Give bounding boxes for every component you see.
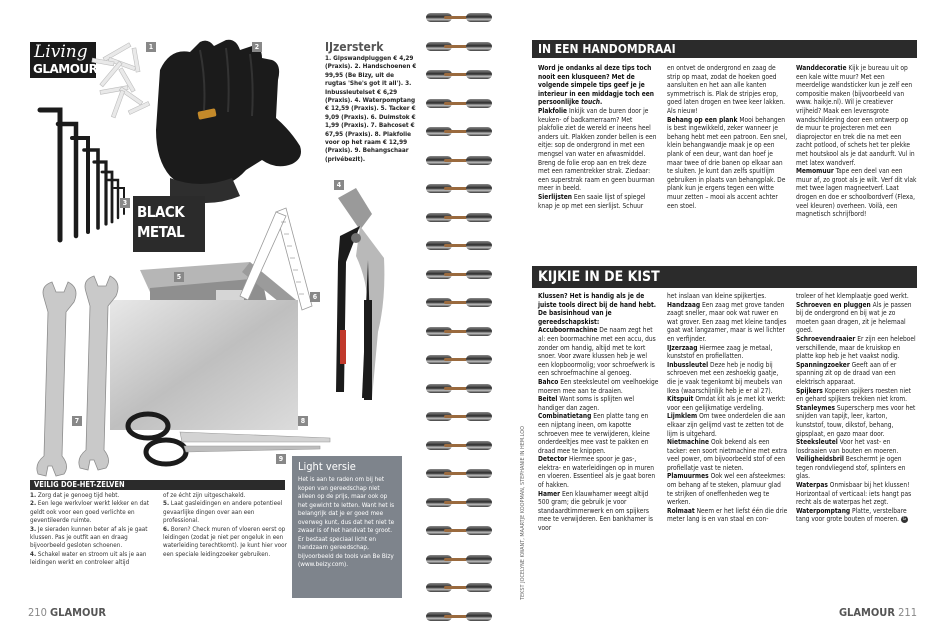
spiral-coil — [426, 267, 492, 281]
coil-ring — [466, 42, 492, 51]
paragraph: IJzerzaag Hiermee zaag je metaal, kunststof en profiellatten. — [667, 343, 773, 361]
paragraph: Inbussleutel Deze heb je nodig bij schroeven met een zeshoekig gaatje, die je vaak tegenkomt bij meubels van Ikea (waarschijnlijk heb je er al 27). — [667, 360, 783, 395]
paragraph: Spanningzoeker Geeft aan of er spanning zit op de draad van een elektrisch apparaat. — [796, 360, 897, 386]
page-folio-right — [839, 606, 917, 619]
page-number-left: 210 — [28, 606, 47, 619]
coil-ring — [466, 526, 492, 535]
spiral-coil — [426, 124, 492, 138]
ijzersterk-title: IJzersterk — [325, 40, 384, 54]
spiral-coil — [426, 381, 492, 395]
veilig-item: 3. Je sieraden kunnen beter af als je gaat klussen. Pas je outfit aan en draag bijvoorbeeld gesloten schoenen. — [30, 525, 148, 550]
paragraph: Plamuurmes Ook wel een afsteekmes: om behang af te steken, plamuur glad te strijken of oneffenheden weg te werken. — [667, 472, 786, 507]
spiral-coil — [426, 295, 492, 309]
brand-right: GLAMOUR — [838, 606, 895, 619]
black-metal-label — [133, 196, 205, 252]
coil-ring — [466, 498, 492, 507]
credit-text: TEKST JOCELYNE KWANT, MAARTJE KOOPMAN, STEPHANIE IN HEM.LOO — [520, 425, 526, 600]
paragraph: Detector Hiermee spoor je gas-, elektra- en waterleidingen op in muren en vloeren. Essentieel als je gaat boren of hakken. — [538, 455, 656, 490]
spiral-coil — [426, 10, 492, 24]
spiral-coil — [426, 153, 492, 167]
paragraph: Waterpomptang Platte, verstelbare tang voor grote bouten of moeren. G — [796, 506, 907, 524]
black-metal-line1: BLACK — [137, 203, 185, 221]
paragraph: Schroevendraaier Er zijn een heleboel verschillende, maar de kruiskop en platte kop heb je het vaakst nodig. — [796, 334, 916, 361]
coil-ring — [466, 241, 492, 250]
coil-ring — [466, 583, 492, 592]
window-film-image — [110, 300, 298, 430]
paragraph: Steeksleutel Voor het vast- en losdraaien van bouten en moeren. — [796, 438, 899, 455]
kist-columns — [538, 292, 917, 598]
spiral-coil — [426, 609, 492, 623]
veilig-item: 1. Zorg dat je genoeg tijd hebt. — [30, 492, 120, 499]
spiral-binding — [420, 0, 498, 632]
paragraph: Veiligheidsbril Beschermt je ogen tegen rondvliegend stof, splinters en glas. — [796, 455, 906, 481]
logo-glamour: GLAMOUR — [33, 62, 98, 76]
paragraph: Combinatietang Een platte tang en een nijptang ineen, om kapotte schroeven mee te verwijderen, kleine onderdeeltjes mee vast te pakken en draad mee te knippen. — [538, 412, 650, 455]
paragraph: Spijkers Koperen spijkers roesten niet en gehard spijkers trekken niet krom. — [796, 386, 912, 404]
black-metal-line2: METAL — [137, 223, 185, 241]
tool-number: 3 — [120, 198, 130, 208]
paragraph: Hamer Een klauwhamer weegt altijd 500 gram; die gebruik je voor standaardtimmerwerk en om spijkers mee te verwijderen. Een bankhamer is voor — [538, 489, 653, 533]
wall-plugs-image — [92, 43, 150, 118]
light-versie-box — [292, 456, 402, 598]
logo-living: Living — [34, 42, 88, 62]
spiral-coil — [426, 466, 492, 480]
kist-col-1 — [538, 292, 659, 598]
paragraph: Rolmaat Neem er het liefst één die drie meter lang is en van staal en con- — [667, 506, 788, 524]
coil-ring — [466, 412, 492, 421]
paragraph: Accuboormachine De naam zegt het al: een boormachine met een accu, dus zonder om handig, altijd met te kort snoer. Voor zware klussen heb je wel een klopboormolig; voor schroefwerk is een schroefmachine al genoeg. — [538, 326, 656, 378]
page-number-right: 211 — [898, 606, 917, 619]
spiral-coil — [426, 238, 492, 252]
svg-text:PIKAS: PIKAS — [348, 286, 354, 301]
handomdraai-title: IN EEN HANDOMDRAAI — [532, 40, 917, 58]
coil-ring — [466, 270, 492, 279]
paragraph: Nietmachine Ook bekend als een tacker: een soort nietmachine met extra veel power, om bijvoorbeeld stof of een profiellatje vast te nieten. — [667, 438, 788, 472]
spiral-coil — [426, 438, 492, 452]
tool-number: 7 — [72, 416, 82, 426]
paragraph: Handzaag Een zaag met grove tanden zaagt sneller, maar ook wat ruwer en wat grover. Een zaag met kleine tandjes gaat wat langzamer, maar is wel lichter en verfijnder. — [667, 300, 787, 343]
paragraph: Sierlijsten Een saaie lijst of spiegel knap je op met een sierlijst. Schuur — [538, 192, 646, 210]
paragraph: Klussen? Het is handig als je de juiste tools direct bij de hand hebt. De basisinhoud van je gereedschapskist: — [538, 292, 657, 326]
end-mark-icon: G — [902, 515, 907, 522]
coil-ring — [466, 298, 492, 307]
spiral-coil — [426, 580, 492, 594]
light-versie-body: Het is aan te raden om bij het kopen van gereedschap niet alleen op de prijs, maar ook op het gewicht te letten. Want het is belangrijk dat je er goed mee overweg kunt, dus dat het niet te zwaar is of het handvat te groot. Er bestaat speciaal licht en handzaam gereedschap, bijvoorbeeld de tools van Be Bizy (www.beizy.com). — [298, 475, 395, 568]
tool-number: 9 — [276, 454, 286, 464]
spiral-coil — [426, 39, 492, 53]
paragraph: Memomuur Tape een deel van een muur af, zo groot als je wilt. Verf dit vlak met twee lagen magneetverf. Laat drogen en doe er schoolbordverf (Flexa, veel kleuren) overheen. Voilà, een magnetisch schrijfbord! — [796, 167, 917, 219]
spiral-coil — [426, 181, 492, 195]
paragraph: Wanddecoratie Kijk je bureau uit op een kale witte muur? Met een meerdelige wandsticker kun je zelf een compositie maken (bijvoorbeeld van www. haikje.nl). Wil je creatiever vrijheid? Maak een levensgrote wandschildering door een ontwerp op de muur te projecteren met een diaprojector en trek die na met een zacht potlood, of schets het ter plekke met houtskool als je dat aandurft. Vul in met latex wandverf. — [796, 64, 915, 167]
paragraph: Word je ondanks al deze tips toch nooit een klusqueen? Met de volgende simpele tips geef je je interieur in een middagje toch een persoonlijke touch. — [538, 64, 655, 107]
coil-ring — [466, 213, 492, 222]
coil-ring — [466, 156, 492, 165]
ijzersterk-body: 1. Gipswandpluggen € 4,29 (Praxis). 2. Handschoenen € 99,95 (Be Bizy, uit de rugtas 'She's got it all'). 3. Inbussleutelset € 6,29 (Praxis). 4. Waterpomptang € 12,59 (Praxis). 5. Tacker € 9,09 (Praxis). 6. Duimstok € 1,99 (Praxis). 7. Bahcoset € 67,95 (Praxis). 8. Plakfolie voor op het raam € 12,99 (Praxis). 9. Behangschaar (privébezit). — [325, 54, 417, 163]
veilig-item: 2. Een lege werkvloer werkt lekker en dat geldt ook voor een goed verlichte en geventileerde ruimte. — [30, 500, 149, 525]
brand-left: GLAMOUR — [50, 606, 107, 619]
paragraph: Kitspuit Omdat kit als je met kit werkt: voor een gelijkmatige verdeling. — [667, 395, 786, 412]
spiral-coil — [426, 324, 492, 338]
coil-ring — [466, 13, 492, 22]
paragraph: Beitel Want soms is splijten wel handiger dan zagen. — [538, 395, 635, 412]
coil-ring — [466, 555, 492, 564]
paragraph: Bahco Een steeksleutel om veelhoekige moeren mee aan te draaien. — [538, 377, 659, 395]
spiral-coil — [426, 67, 492, 81]
credit-vertical — [520, 300, 528, 600]
page-folio-left — [28, 606, 106, 619]
kist-col-3 — [796, 292, 917, 598]
coil-ring — [466, 127, 492, 136]
veilig-item: 4. Schakel water en stroom uit als je aan leidingen werkt en controleer altijd — [30, 550, 147, 567]
veilig-item: 6. Boren? Check muren of vloeren eerst op leidingen (zodat je niet per ongeluk in een waterleiding terechtkomt). Je kunt hier voor een speciale leidingzoeker gebruiken. — [163, 525, 287, 558]
coil-ring — [466, 184, 492, 193]
paragraph: Schroeven en pluggen Als je passen bij de ondergrond en bij wat je zo moeten gaan dragen, zit je helemaal goed. — [796, 300, 912, 335]
handomdraai-col-1 — [538, 64, 659, 260]
tool-number: 2 — [252, 42, 262, 52]
coil-ring — [466, 612, 492, 621]
kist-title: KIJKIE IN DE KIST — [532, 266, 917, 288]
veilig-col-2 — [163, 492, 290, 568]
handomdraai-col-2 — [667, 64, 788, 260]
paragraph: Lijmklem Om twee onderdelen die aan elkaar zijn gelijmd vast te zetten tot de lijm is uitgehard. — [667, 412, 786, 438]
tool-number: 6 — [310, 292, 320, 302]
coil-ring — [466, 384, 492, 393]
veilig-continuation: of ze écht zijn uitgeschakeld. — [163, 492, 246, 499]
spanners-image — [37, 276, 118, 476]
tool-number: 5 — [174, 272, 184, 282]
spiral-coil — [426, 210, 492, 224]
paragraph: Waterpas Onmisbaar bij het klussen! Horizontaal of verticaal: iets hangt pas recht als de waterpas het zegt. — [796, 481, 912, 507]
left-page — [0, 0, 470, 632]
handomdraai-columns — [538, 64, 917, 260]
kist-col-2 — [667, 292, 788, 598]
tool-number: 8 — [298, 416, 308, 426]
veilig-title: VEILIG DOE-HET-ZELVEN — [30, 480, 285, 490]
tool-number: 4 — [334, 180, 344, 190]
spiral-coil — [426, 96, 492, 110]
paragraph: troleer of het klemplaatje goed werkt. — [796, 292, 909, 300]
veilig-item: 5. Laat gasleidingen en andere potentieel gevaarlijke dingen over aan een professional. — [163, 500, 283, 525]
paragraph: het inslaan van kleine spijkertjes. — [667, 292, 767, 300]
coil-ring — [466, 70, 492, 79]
coil-ring — [466, 99, 492, 108]
gloves-image — [156, 40, 301, 203]
handomdraai-col-3 — [796, 64, 917, 260]
coil-ring — [466, 327, 492, 336]
paragraph: Stanleymes Superscherp mes voor het snijden van tapijt, leer, karton, kunststof, touw, dikstof, behang, gipsplaat, en gazo maar door. — [796, 403, 916, 438]
spiral-coil — [426, 523, 492, 537]
veilig-col-1 — [30, 492, 157, 568]
paragraph: Plakfolie Inkijk van de buren door je keuken- of badkamerraam? Met plakfolie ziet de wereld er ineens heel anders uit. Plakken zonder bellen is een eitje: sop de ondergrond in met een mengsel van water en afwasmiddel. Breng de folie erop aan en trek deze met een ramentrekker strak. Ziedaar: een superstrak raam en geen buurman meer in beeld. — [538, 106, 657, 193]
paragraph: Behang op een plank Mooi behangen is best ingewikkeld, zeker wanneer je behang hebt met een patroon. Een snel, klein behangwandje maak je op een plank of een deur, want dan hoef je maar twee of drie banen op elkaar aan te sluiten. Je kunt dan zelfs spuitlijm gebruiken in plaats van behangplak. De plank kun je ergens tegen een witte muur zetten – mooi als accent achter een stoel. — [667, 115, 788, 210]
veilig-columns — [30, 492, 290, 568]
water-pump-pliers-image — [336, 188, 384, 400]
light-versie-title: Light versie — [298, 460, 356, 473]
tool-number: 1 — [146, 42, 156, 52]
coil-ring — [466, 355, 492, 364]
spiral-coil — [426, 409, 492, 423]
coil-ring — [466, 469, 492, 478]
spiral-coil — [426, 552, 492, 566]
hex-keys-image — [40, 110, 124, 240]
ijzersterk-box — [325, 40, 417, 163]
paragraph: en ontvet de ondergrond en zaag de strip op maat, zodat de hoeken goed aansluiten en het aan alle kanten symmetrisch is. Plak de stripjes erop, goed laten drogen en twee keer lakken. Als nieuw! — [667, 64, 786, 115]
spiral-coil — [426, 352, 492, 366]
coil-ring — [466, 441, 492, 450]
spiral-coil — [426, 495, 492, 509]
